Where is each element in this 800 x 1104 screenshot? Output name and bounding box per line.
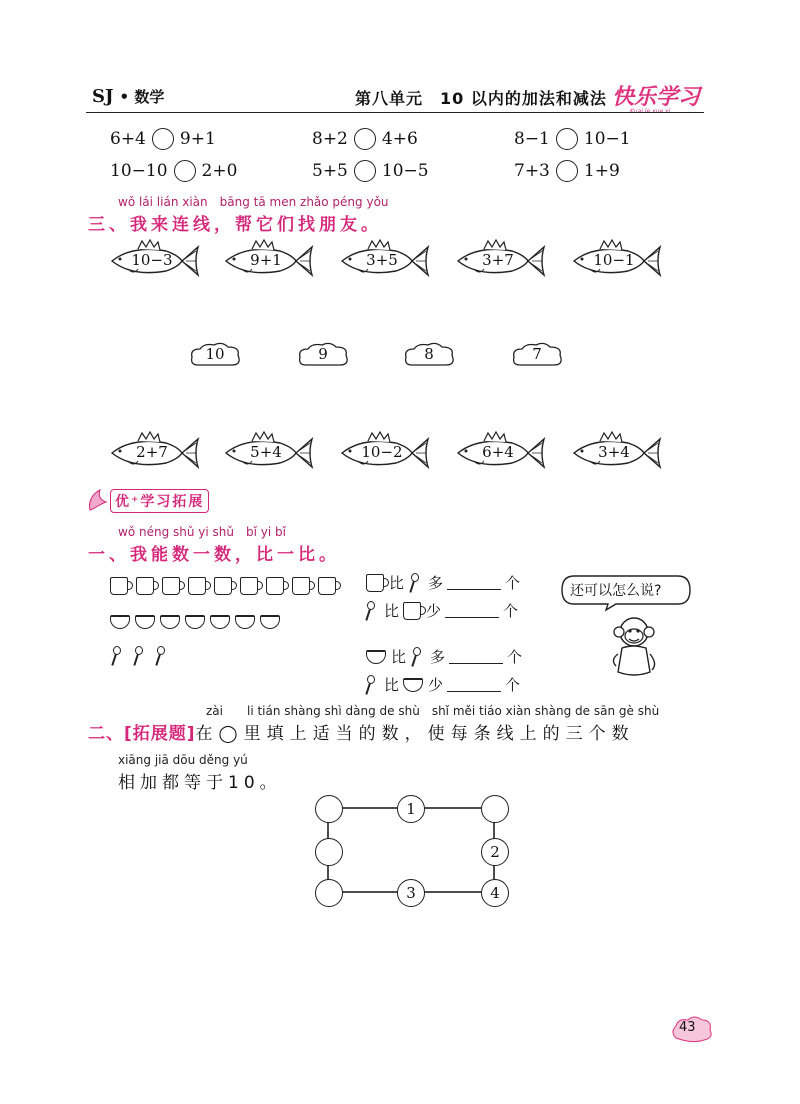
bowl-icon [110, 615, 130, 629]
answer-blank[interactable] [449, 649, 503, 664]
bowl-icon [260, 615, 280, 629]
fish-expression: 10−1 [593, 251, 635, 269]
answer-circle[interactable] [315, 879, 343, 907]
answer-circle[interactable] [174, 160, 196, 182]
fish-expression: 5+4 [250, 443, 282, 461]
brand-logo: 快乐学习 [612, 85, 701, 110]
given-number-circle: 1 [397, 795, 425, 823]
fish-card[interactable] [454, 239, 546, 287]
compare-item: 6+4 9+1 [110, 129, 216, 149]
spoon-icon [156, 646, 164, 666]
e1-pinyin: wǒ néng shǔ yi shǔ bǐ yi bǐ [118, 525, 286, 539]
cup-icon [366, 574, 384, 592]
number-cloud[interactable] [296, 341, 350, 373]
e2-pinyin-1: zài li tián shàng shì dàng de shù shǐ měi tiáo xiàn shàng de sān gè shù [206, 704, 660, 718]
cup-icon [214, 577, 232, 595]
cup-icon [266, 577, 284, 595]
e2-title: 二、[拓展题] 在◯里填上适当的数，使每条线上的三个数 [88, 724, 635, 744]
cup-icon [162, 577, 180, 595]
fish-card[interactable] [222, 431, 314, 479]
cup-icon [292, 577, 310, 595]
fish-expression: 6+4 [482, 443, 514, 461]
e2-title-line2: 相加都等于10。 [118, 773, 282, 793]
given-number-circle: 4 [481, 879, 509, 907]
given-number-circle: 3 [397, 879, 425, 907]
compare-line-2: 比 少 个 [366, 600, 518, 621]
fish-card[interactable] [338, 239, 430, 287]
bowl-icon [235, 615, 255, 629]
compare-item: 5+5 10−5 [312, 161, 429, 181]
number-cloud[interactable] [402, 341, 456, 373]
spoon-icon [112, 646, 120, 666]
fish-card[interactable] [222, 239, 314, 287]
spoon-icon [366, 601, 374, 621]
number-cloud[interactable] [188, 341, 242, 373]
monkey-illustration [606, 614, 666, 680]
expand-banner: 优⁺学习拓展 [86, 488, 209, 514]
given-number-circle: 2 [481, 838, 509, 866]
number-cloud[interactable] [510, 341, 564, 373]
fish-expression: 3+7 [482, 251, 514, 269]
bowl-icon [135, 615, 155, 629]
compare-item: 8−1 10−1 [514, 129, 631, 149]
answer-circle[interactable] [556, 128, 578, 150]
section3-pinyin: wǒ lái lián xiàn bāng tā men zhǎo péng yǒu [118, 195, 389, 209]
cup-icon [110, 577, 128, 595]
compare-line-3: 比 多 个 [366, 646, 522, 667]
fish-card[interactable] [570, 431, 662, 479]
spoon-icon [410, 573, 418, 593]
fish-card[interactable] [108, 431, 200, 479]
cloud-number: 8 [424, 345, 434, 363]
compare-item: 7+3 1+9 [514, 161, 620, 181]
e1-title: 一、我能数一数，比一比。 [88, 545, 340, 565]
answer-blank[interactable] [447, 677, 501, 692]
fish-card[interactable] [454, 431, 546, 479]
answer-circle[interactable] [481, 795, 509, 823]
cloud-number: 10 [205, 345, 225, 363]
cup-icon [318, 577, 336, 595]
answer-circle[interactable] [556, 160, 578, 182]
compare-line-1: 比 多 个 [366, 572, 520, 593]
fish-expression: 3+5 [366, 251, 398, 269]
fish-expression: 10−2 [361, 443, 403, 461]
fish-card[interactable] [570, 239, 662, 287]
spoons-row [112, 646, 178, 666]
fish-expression: 10−3 [131, 251, 173, 269]
answer-blank[interactable] [447, 575, 501, 590]
answer-circle[interactable] [315, 838, 343, 866]
compare-line-4: 比 少 个 [366, 674, 520, 695]
bubble-text: 还可以怎么说? [570, 583, 662, 599]
compare-item: 10−10 2+0 [110, 161, 238, 181]
cloud-number: 7 [532, 345, 542, 363]
cup-icon [240, 577, 258, 595]
section3-title: 三、我来连线，帮它们找朋友。 [88, 215, 382, 235]
answer-circle[interactable] [354, 160, 376, 182]
page-number: 43 [679, 1020, 696, 1035]
header-subject: SJ • 数学 [92, 86, 165, 107]
fish-card[interactable] [108, 239, 200, 287]
spoon-icon [134, 646, 142, 666]
bowl-icon [160, 615, 180, 629]
answer-circle[interactable] [152, 128, 174, 150]
spoon-icon [412, 647, 420, 667]
cup-icon [136, 577, 154, 595]
bowl-icon [210, 615, 230, 629]
fish-card[interactable] [338, 431, 430, 479]
flower-icon [86, 488, 108, 514]
header-divider [86, 112, 704, 113]
compare-item: 8+2 4+6 [312, 129, 418, 149]
bowl-icon [403, 678, 423, 692]
fish-expression: 3+4 [598, 443, 630, 461]
answer-circle[interactable] [354, 128, 376, 150]
bowl-icon [366, 650, 386, 664]
unit-title: 第八单元 10 以内的加法和减法 [355, 89, 607, 108]
publisher-logo: SJ [92, 86, 114, 107]
spoon-icon [366, 675, 374, 695]
bowl-icon [185, 615, 205, 629]
cup-icon [403, 602, 421, 620]
answer-blank[interactable] [445, 603, 499, 618]
cup-icon [188, 577, 206, 595]
bowls-row [110, 615, 285, 629]
fish-expression: 9+1 [250, 251, 282, 269]
answer-circle[interactable] [315, 795, 343, 823]
cups-row [110, 577, 344, 595]
e2-pinyin-2: xiāng jiā dōu děng yú [118, 753, 248, 767]
fish-expression: 2+7 [136, 443, 168, 461]
cloud-number: 9 [318, 345, 328, 363]
